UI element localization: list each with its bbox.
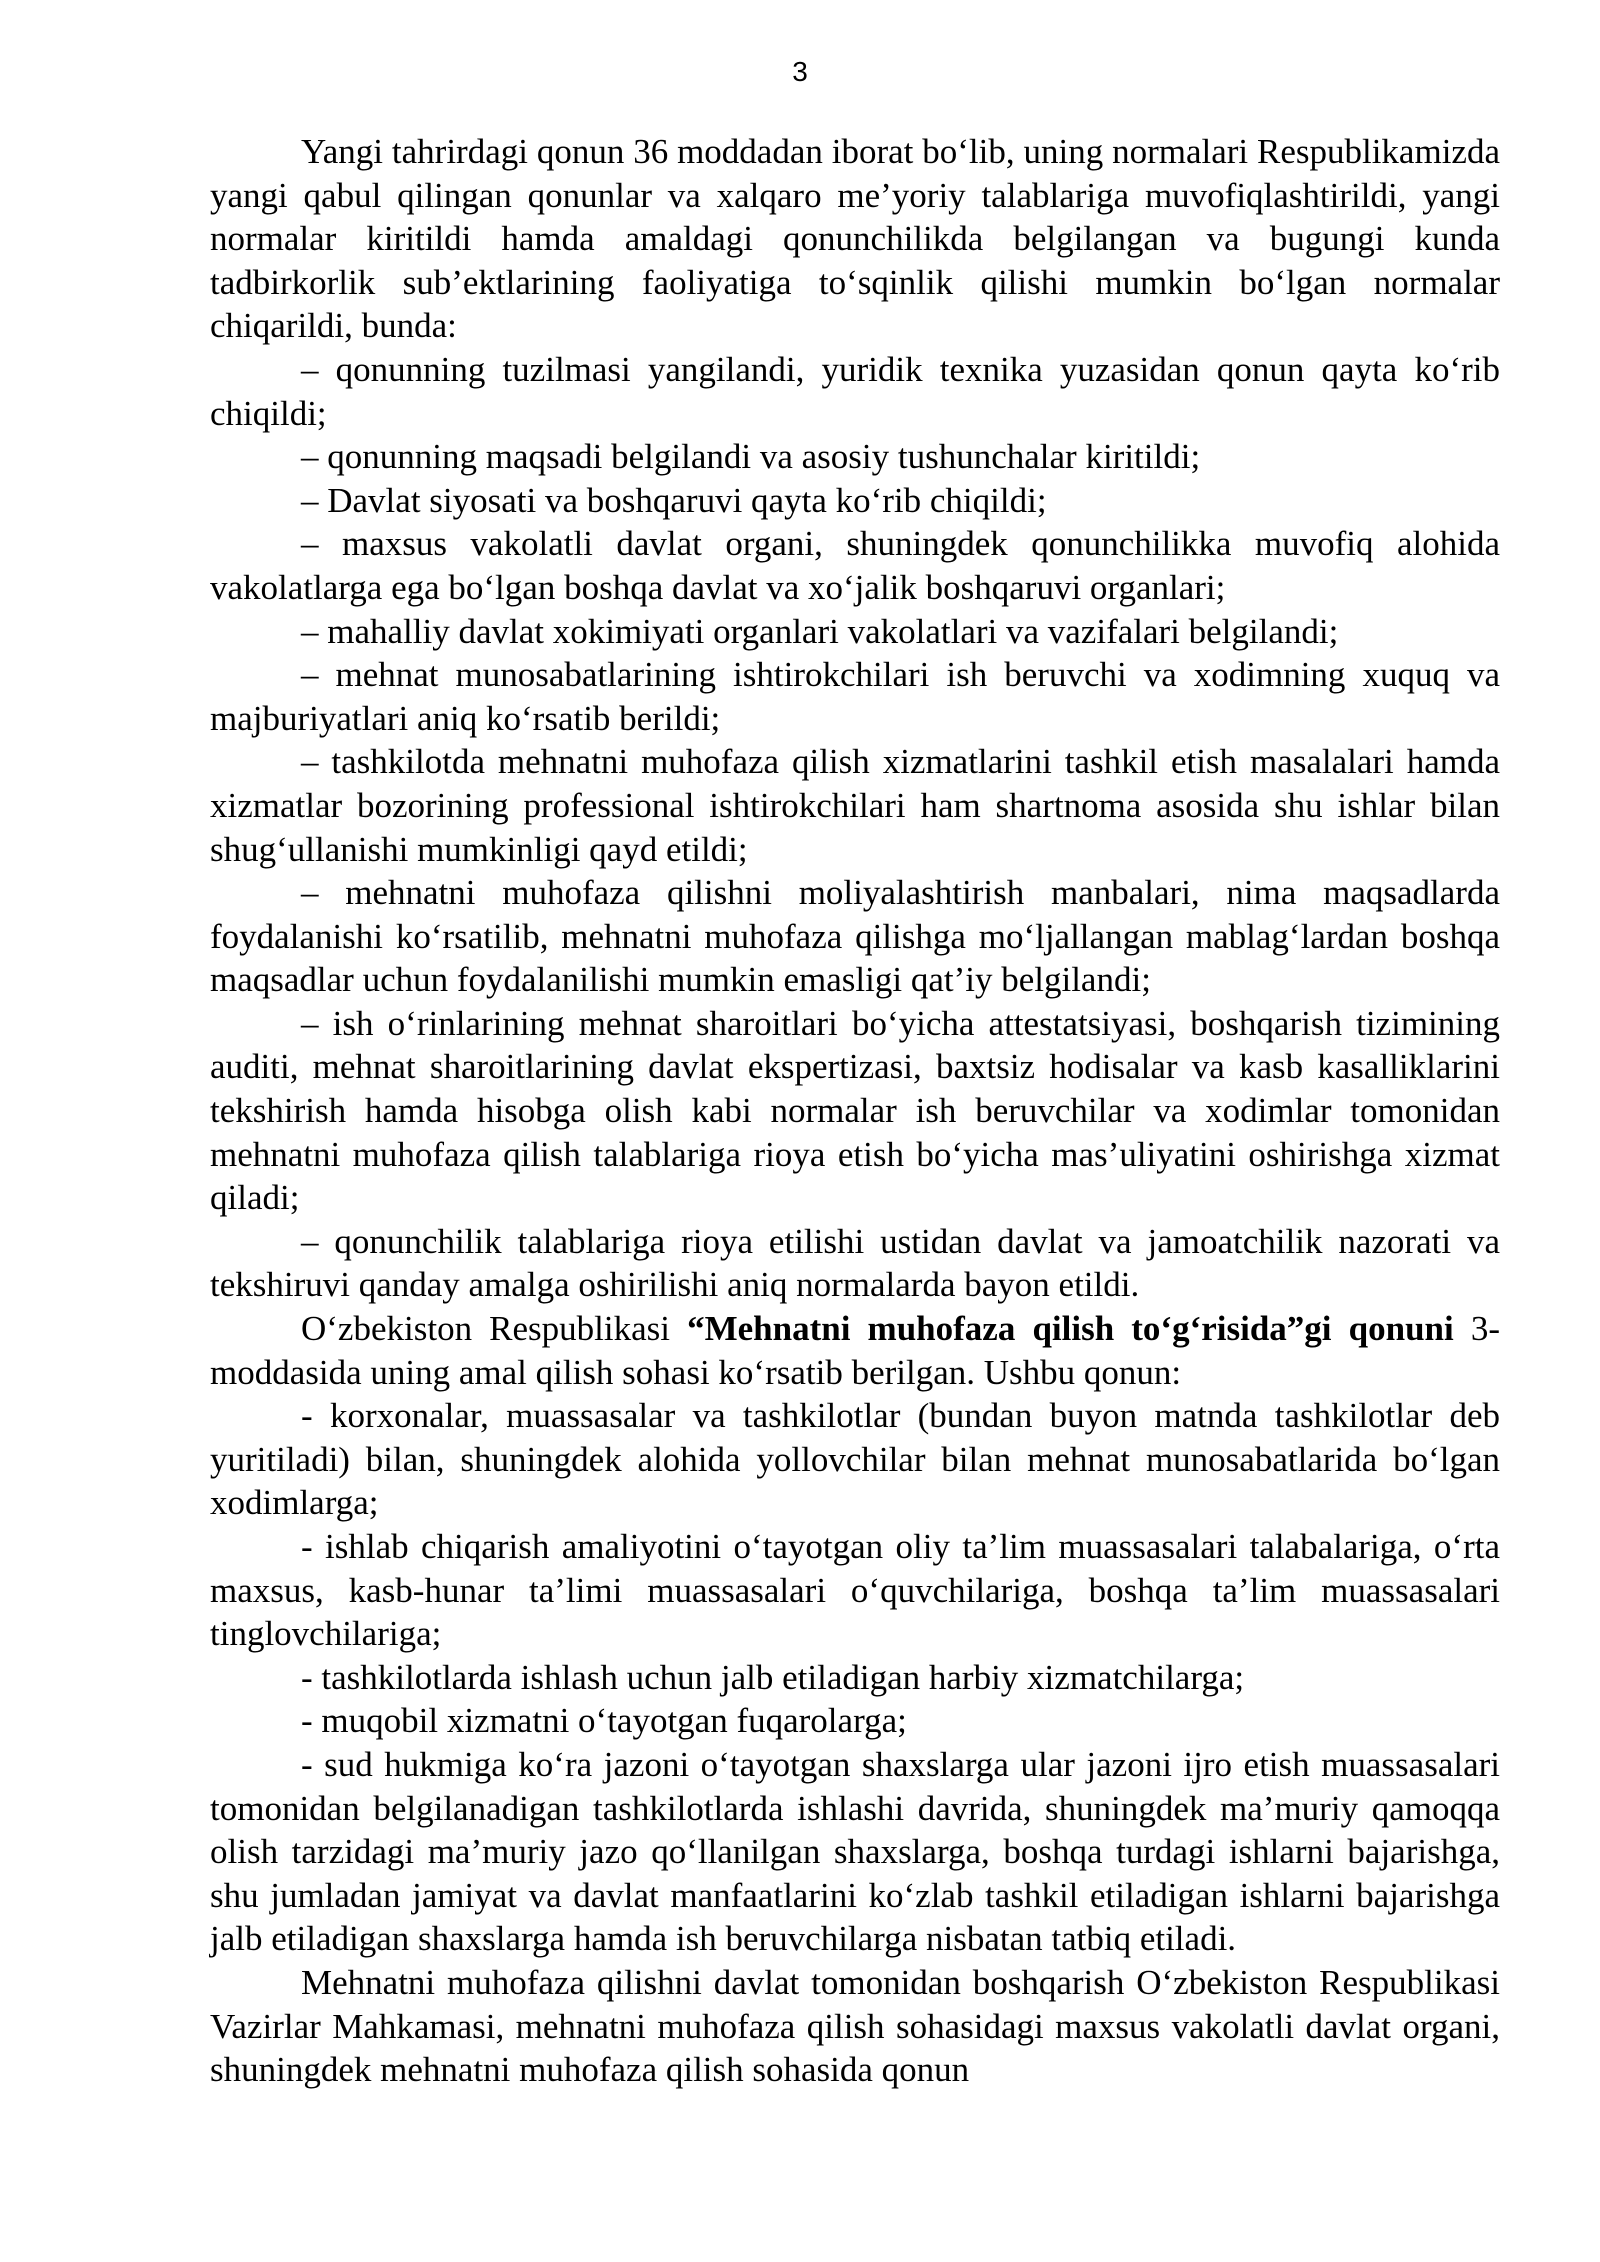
scope-suffix: 3-moddasida uning amal qilish sohasi ko‘rsatib berilgan. Ushbu qonun:	[210, 1309, 1500, 1392]
document-body	[210, 130, 1500, 2092]
list-item: – mehnatni muhofaza qilishni moliyalashtirish manbalari, nima maqsadlarda foydalanishi ko‘rsatilib, mehnatni muhofaza qilishga mo‘ljallangan mablag‘lardan boshqa maqsadlar uchun foydalanilishi mumkin emasligi qat’iy belgilandi;	[210, 873, 1500, 1000]
scope-prefix: O‘zbekiston Respublikasi	[301, 1309, 688, 1349]
list-item: - tashkilotlarda ishlash uchun jalb etiladigan harbiy xizmatchilarga;	[301, 1657, 1245, 1697]
list-item: - sud hukmiga ko‘ra jazoni o‘tayotgan shaxslarga ular jazoni ijro etish muassasalari tomonidan belgilanadigan tashkilotlarda ishlashi davrida, shuningdek ma’muriy qamoqqa olish tarzidagi ma’muriy jazo qo‘llanilgan shaxslarga, boshqa turdagi ishlarni bajarishga, shu jumladan jamiyat va davlat manfaatlarini ko‘zlab tashkil etiladigan ishlarni bajarishga jalb etiladigan shaxslarga hamda ish beruvchilarga nisbatan tatbiq etiladi.	[210, 1744, 1500, 1959]
list-item: – mehnat munosabatlarining ishtirokchilari ish beruvchi va xodimning xuquq va majburiyatlari aniq ko‘rsatib berildi;	[210, 655, 1500, 738]
scope-list	[210, 1394, 1500, 1961]
list-item: – Davlat siyosati va boshqaruvi qayta ko‘rib chiqildi;	[301, 480, 1047, 520]
list-item: – qonunning maqsadi belgilandi va asosiy tushunchalar kiritildi;	[301, 437, 1201, 477]
scope-paragraph	[210, 1307, 1500, 1394]
list-item: - korxonalar, muassasalar va tashkilotlar (bundan buyon matnda tashkilotlar deb yuritiladi) bilan, shuningdek alohida yollovchilar bilan mehnat munosabatlarida bo‘lgan xodimlarga;	[210, 1396, 1500, 1523]
list-item: - ishlab chiqarish amaliyotini o‘tayotgan oliy ta’lim muassasalari talabalariga, o‘rta maxsus, kasb-hunar ta’limi muassasalari o‘quvchilariga, boshqa ta’lim muassasalari tinglovchilariga;	[210, 1527, 1500, 1654]
list-item: – qonunning tuzilmasi yangilandi, yuridik texnika yuzasidan qonun qayta ko‘rib chiqildi;	[210, 349, 1500, 433]
list-item: – qonunchilik talablariga rioya etilishi ustidan davlat va jamoatchilik nazorati va tekshiruvi qanday amalga oshirilishi aniq normalarda bayon etildi.	[210, 1221, 1500, 1305]
list-item: – maxsus vakolatli davlat organi, shuningdek qonunchilikka muvofiq alohida vakolatlarga ega bo‘lgan boshqa davlat va xo‘jalik boshqaruvi organlari;	[210, 524, 1500, 607]
intro-paragraph: Yangi tahrirdagi qonun 36 moddadan iborat bo‘lib, uning normalari Respublikamizda yangi qabul qilingan qonunlar va xalqaro me’yoriy talablariga muvofiqlashtirildi, yangi normalar kiritildi hamda amaldagi qonunchilikda belgilangan va bugungi kunda tadbirkorlik sub’ektlarining faoliyatiga to‘sqinlik qilishi mumkin bo‘lgan normalar chiqarildi, bunda:	[210, 132, 1500, 346]
list-item: – tashkilotda mehnatni muhofaza qilish xizmatlarini tashkil etish masalalari hamda xizmatlar bozorining professional ishtirokchilari ham shartnoma asosida shu ishlar bilan shug‘ullanishi mumkinligi qayd etildi;	[210, 742, 1500, 869]
list-item: - muqobil xizmatni o‘tayotgan fuqarolarga;	[301, 1701, 907, 1741]
list-item: – ish o‘rinlarining mehnat sharoitlari bo‘yicha attestatsiyasi, boshqarish tizimining auditi, mehnat sharoitlarining davlat ekspertizasi, baxtsiz hodisalar va kasb kasalliklarini tekshirish hamda hisobga olish kabi normalar ish beruvchilar va xodimlar tomonidan mehnatni muhofaza qilish talablariga rioya etish bo‘yicha mas’uliyatini oshirishga xizmat qiladi;	[210, 1003, 1500, 1218]
changes-list	[210, 348, 1500, 1307]
list-item: – mahalliy davlat xokimiyati organlari vakolatlari va vazifalari belgilandi;	[301, 611, 1339, 651]
page-number: 3	[792, 56, 808, 87]
closing-paragraph: Mehnatni muhofaza qilishni davlat tomonidan boshqarish O‘zbekiston Respublikasi Vazirlar Mahkamasi, mehnatni muhofaza qilish sohasidagi maxsus vakolatli davlat organi, shuningdek mehnatni muhofaza qilish sohasida qonun	[210, 1962, 1500, 2090]
law-title: “Mehnatni muhofaza qilish to‘g‘risida”gi qonuni	[687, 1309, 1454, 1349]
